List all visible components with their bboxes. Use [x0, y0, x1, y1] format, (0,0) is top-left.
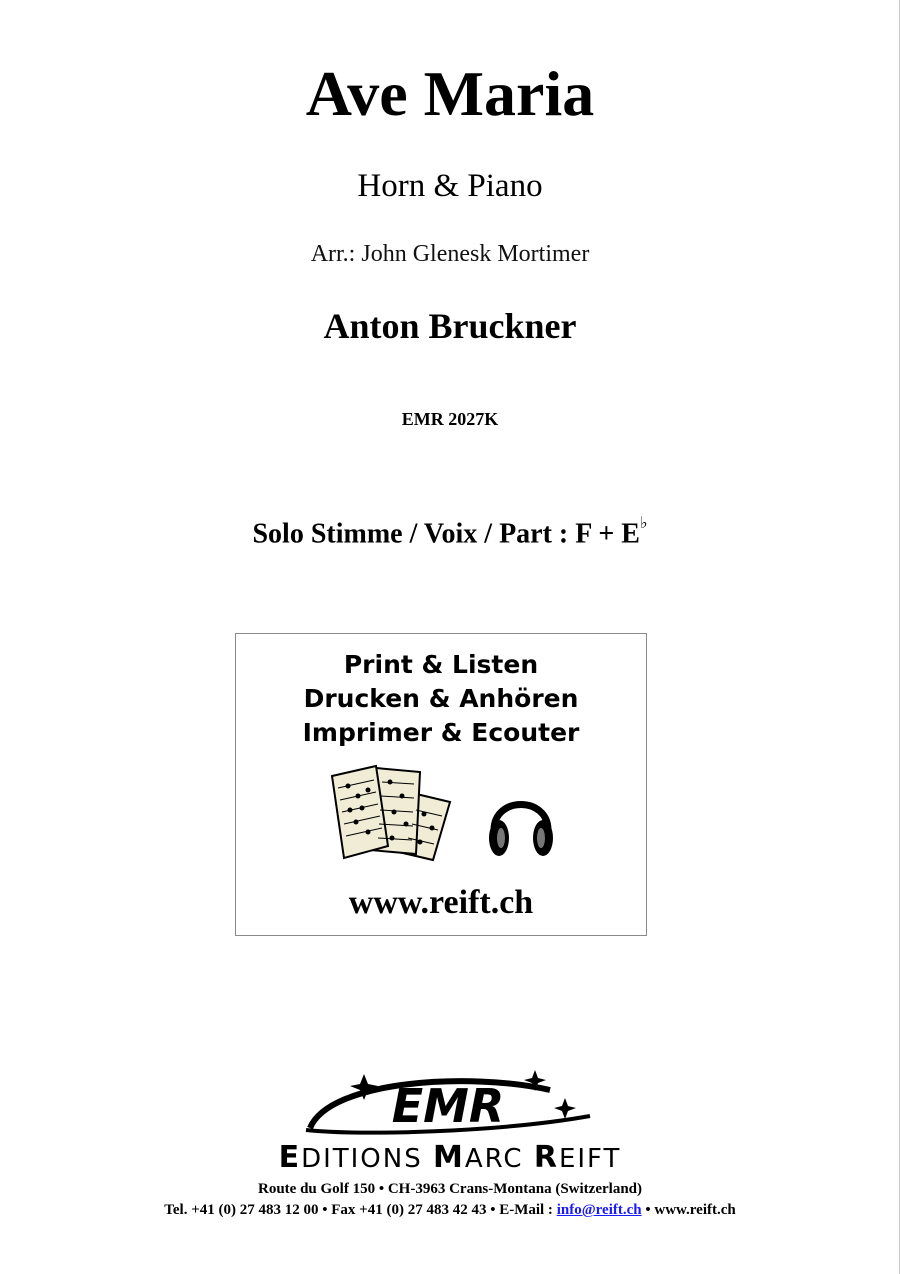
- promo-box: [235, 633, 647, 936]
- promo-url[interactable]: www.reift.ch: [348, 884, 534, 921]
- contact-phone-fax: Tel. +41 (0) 27 483 12 00 • Fax +41 (0) 27 483 42 43 • E-Mail :: [164, 1202, 557, 1218]
- promo-line-english: Print & Listen: [343, 650, 539, 679]
- publisher-name-part: EIFT: [558, 1144, 622, 1174]
- publisher-name-part: R: [533, 1140, 559, 1175]
- email-link[interactable]: info@reift.ch: [556, 1202, 642, 1218]
- publisher-name: [0, 1140, 900, 1175]
- publisher-address: Route du Golf 150 • CH-3963 Crans-Montana (Switzerland): [258, 1181, 642, 1197]
- arranger: Arr.: John Glenesk Mortimer: [310, 241, 590, 267]
- emr-logo: [300, 1070, 600, 1140]
- publisher-name-part: ARC: [464, 1144, 534, 1174]
- flat-symbol: ♭: [639, 515, 648, 532]
- promo-line-german: Drucken & Anhören: [303, 684, 579, 713]
- publisher-contact: [0, 1203, 900, 1218]
- instrumentation: Horn & Piano: [357, 168, 543, 204]
- publisher-name-part: DITIONS: [301, 1144, 433, 1174]
- composer: Anton Bruckner: [323, 306, 577, 346]
- page-title: Ave Maria: [305, 58, 595, 129]
- headphones-icon: [486, 782, 556, 862]
- publisher-name-part: E: [278, 1140, 302, 1175]
- part-label: [0, 515, 900, 550]
- logo-text: EMR: [391, 1079, 505, 1133]
- promo-line-french: Imprimer & Ecouter: [302, 718, 580, 747]
- publisher-name-part: M: [432, 1140, 465, 1175]
- catalog-number: EMR 2027K: [401, 409, 499, 429]
- part-text: Solo Stimme / Voix / Part : F + E: [252, 518, 640, 550]
- sheet-music-icon: [328, 762, 458, 862]
- contact-website: • www.reift.ch: [641, 1202, 736, 1218]
